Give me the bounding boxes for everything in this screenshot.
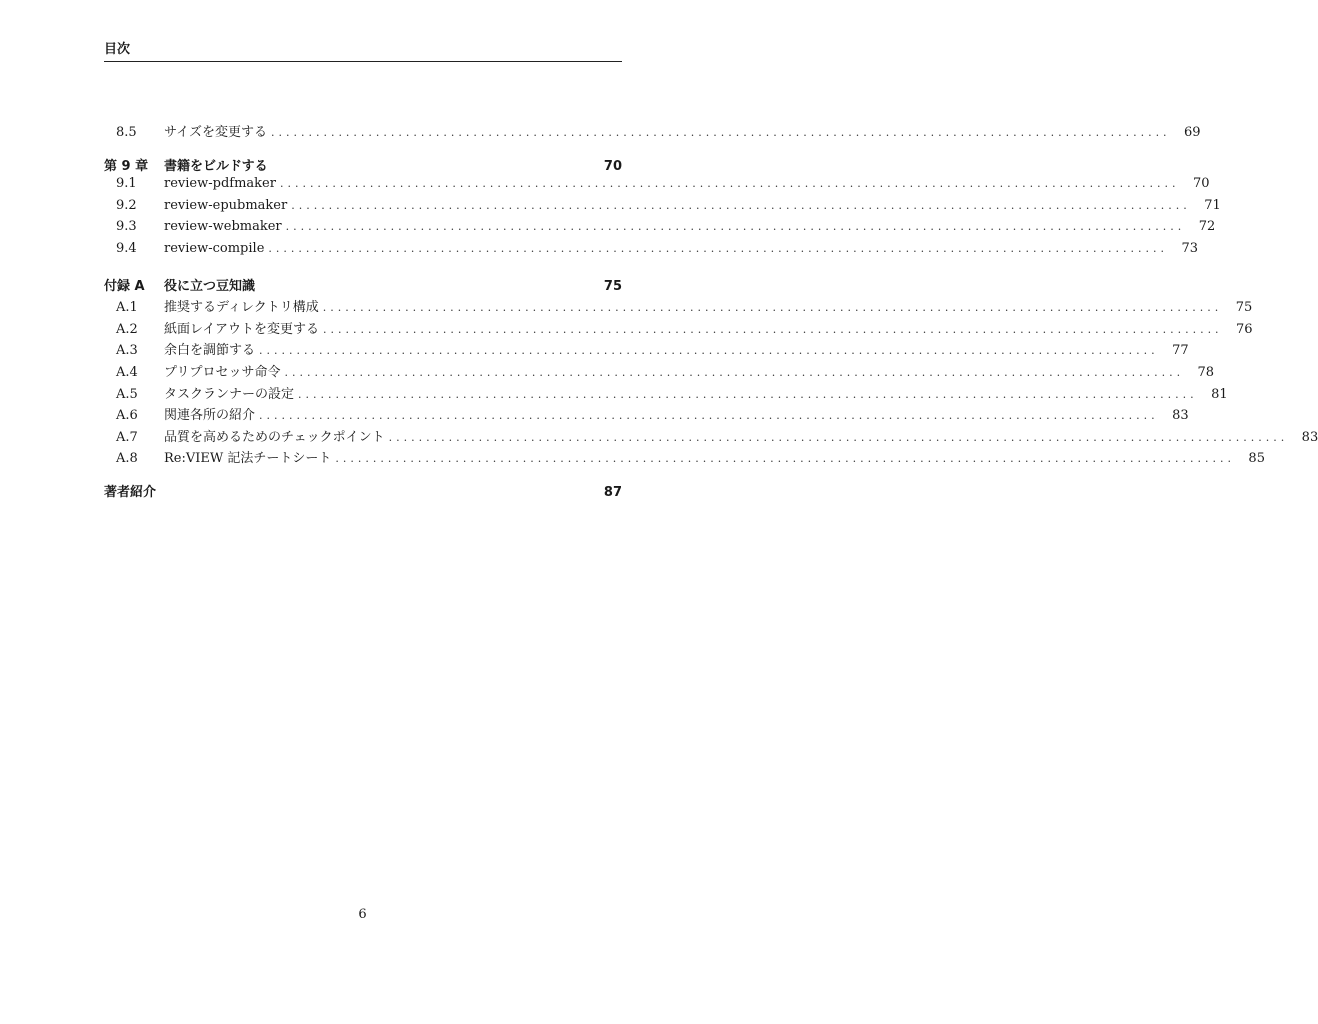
toc-entry-9-2[interactable] bbox=[104, 197, 1221, 220]
section-title: プリプロセッサ命令 bbox=[164, 364, 281, 380]
page-number: 76 bbox=[1236, 321, 1253, 337]
page-number: 81 bbox=[1211, 386, 1228, 402]
section-number: 8.5 bbox=[116, 125, 137, 140]
authors-page-number: 87 bbox=[603, 484, 622, 500]
section-title: 紙面レイアウトを変更する bbox=[164, 321, 319, 337]
page-number: 72 bbox=[1198, 219, 1216, 235]
section-title: review-pdfmaker bbox=[164, 176, 276, 192]
page-number: 69 bbox=[1184, 125, 1201, 140]
dot-leader: ........................................................................................................................ bbox=[322, 322, 1223, 336]
dot-leader: ........................................................................................................................ bbox=[285, 220, 1186, 234]
section-number: A.5 bbox=[116, 386, 138, 402]
toc-entry-9-4[interactable] bbox=[104, 240, 1198, 263]
section-number: A.7 bbox=[116, 429, 138, 445]
page-number: 83 bbox=[1301, 429, 1318, 445]
section-title: サイズを変更する bbox=[164, 125, 267, 140]
table-of-contents bbox=[104, 121, 1318, 503]
dot-leader: ........................................................................................................................ bbox=[388, 430, 1289, 444]
toc-entry-a-8[interactable] bbox=[104, 447, 1265, 469]
section-title: review-compile bbox=[164, 240, 265, 256]
toc-authors[interactable] bbox=[104, 481, 622, 503]
toc-entry-a-7[interactable] bbox=[104, 426, 1318, 448]
section-title: 余白を調節する bbox=[164, 343, 256, 359]
page-number: 75 bbox=[1235, 300, 1253, 316]
dot-leader: ........................................................................................................................ bbox=[335, 452, 1235, 466]
toc-entry-9-1[interactable] bbox=[104, 176, 1210, 198]
chapter-page-number: 70 bbox=[603, 158, 622, 174]
page-number: 70 bbox=[1193, 176, 1210, 192]
page-number: 85 bbox=[1248, 451, 1265, 467]
appendix-title: 役に立つ豆知識 bbox=[164, 278, 256, 294]
dot-leader: ........................................................................................................................ bbox=[291, 198, 1191, 212]
page-number: 71 bbox=[1204, 197, 1221, 213]
appendix-page-number: 75 bbox=[603, 278, 622, 294]
authors-title: 著者紹介 bbox=[104, 484, 157, 500]
chapter-title: 書籍をビルドする bbox=[164, 158, 268, 174]
section-number: 9.4 bbox=[116, 240, 137, 256]
appendix-number: 付録 A bbox=[104, 278, 145, 294]
section-title: 関連各所の紹介 bbox=[164, 408, 256, 424]
section-title: タスクランナーの設定 bbox=[164, 386, 295, 402]
section-number: 9.1 bbox=[116, 176, 137, 192]
dot-leader: ........................................................................................................................ bbox=[322, 301, 1223, 315]
dot-leader: ........................................................................................................................ bbox=[284, 365, 1185, 379]
dot-leader: ........................................................................................................................ bbox=[268, 241, 1168, 255]
section-number: A.3 bbox=[116, 343, 138, 359]
toc-appendix-a[interactable] bbox=[104, 275, 622, 297]
section-number: A.2 bbox=[116, 321, 138, 337]
toc-entry-8-5[interactable] bbox=[104, 121, 1201, 143]
page-number: 83 bbox=[1172, 408, 1189, 424]
dot-leader: ........................................................................................................................ bbox=[259, 409, 1159, 423]
section-number: A.8 bbox=[116, 451, 138, 467]
section-title: review-webmaker bbox=[164, 219, 282, 235]
section-number: 9.2 bbox=[116, 197, 137, 213]
toc-entry-a-2[interactable] bbox=[104, 318, 1253, 340]
section-title: 品質を高めるためのチェックポイント bbox=[164, 429, 385, 445]
section-number: 9.3 bbox=[116, 219, 137, 235]
section-number: A.4 bbox=[116, 364, 138, 380]
section-title: review-epubmaker bbox=[164, 197, 288, 213]
section-title: Re:VIEW 記法チートシート bbox=[164, 451, 332, 467]
toc-entry-9-3[interactable] bbox=[104, 219, 1216, 241]
chapter-number: 第 9 章 bbox=[104, 158, 149, 174]
page-number: 77 bbox=[1172, 343, 1189, 359]
dot-leader: ........................................................................................................................ bbox=[259, 344, 1159, 358]
dot-leader: ........................................................................................................................ bbox=[279, 177, 1180, 191]
toc-entry-a-3[interactable] bbox=[104, 339, 1189, 361]
dot-leader: ........................................................................................................................ bbox=[298, 387, 1198, 401]
page-number: 78 bbox=[1197, 364, 1215, 380]
dot-leader: ........................................................................................................................ bbox=[270, 126, 1171, 139]
running-head: 目次 bbox=[104, 42, 622, 62]
toc-entry-a-1[interactable] bbox=[104, 296, 1253, 318]
page-number: 73 bbox=[1181, 240, 1198, 256]
section-title: 推奨するディレクトリ構成 bbox=[164, 300, 319, 316]
toc-entry-a-4[interactable] bbox=[104, 361, 1215, 383]
toc-entry-a-6[interactable] bbox=[104, 404, 1189, 426]
section-number: A.1 bbox=[116, 300, 138, 316]
section-number: A.6 bbox=[116, 408, 138, 424]
toc-chapter-9[interactable] bbox=[104, 155, 622, 177]
toc-entry-a-5[interactable] bbox=[104, 383, 1228, 405]
page-folio: 6 bbox=[358, 907, 367, 922]
